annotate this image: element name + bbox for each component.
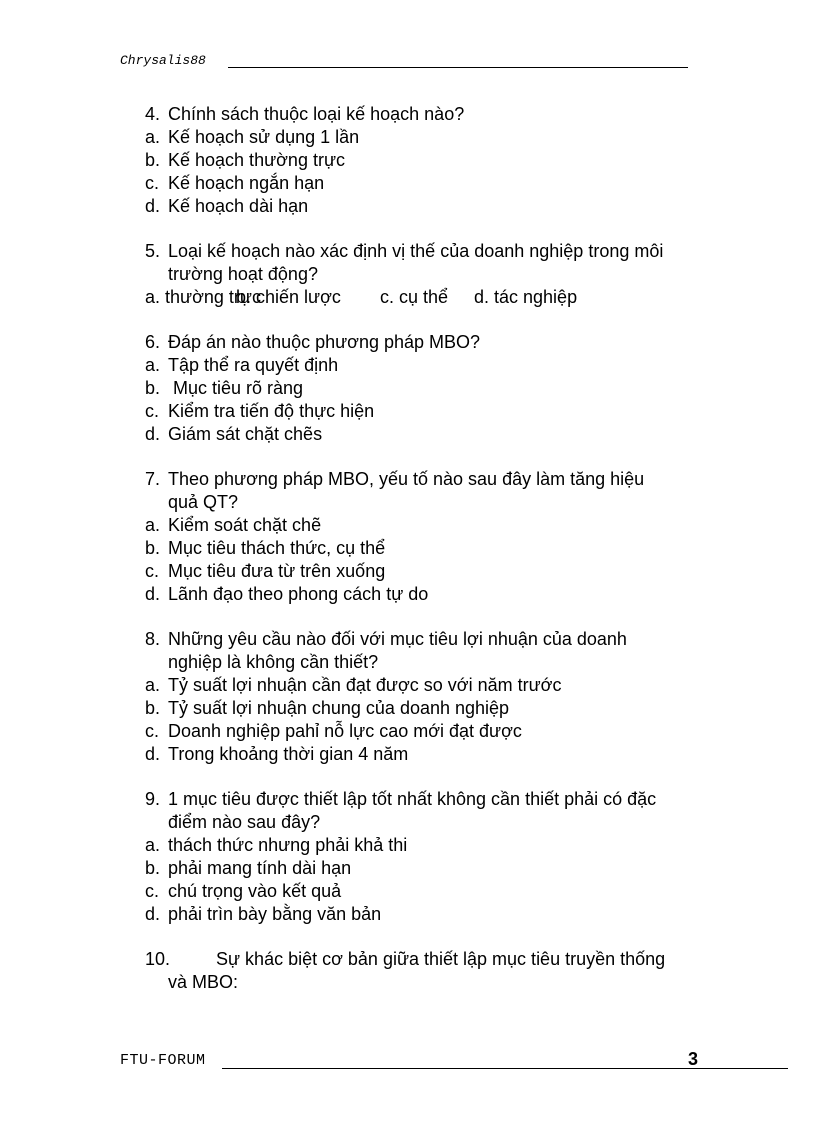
option-letter: a. [145,355,161,375]
option [145,903,705,926]
option-letter: b. [145,858,161,878]
option [145,195,705,218]
option-c: c. cụ thể [380,287,449,307]
question-10 [145,948,705,994]
option-text: Giám sát chặt chẽs [168,424,323,444]
option-text: thách thức nhưng phải khả thi [168,835,408,855]
inline-options [145,286,705,309]
option-text: Kế hoạch ngắn hạn [168,173,325,193]
option-text: Trong khoảng thời gian 4 năm [168,744,409,764]
question-text-line-2: và MBO: [168,972,239,992]
question-9 [145,788,705,926]
option-letter: b. [145,378,161,398]
question-number: 4. [145,104,161,124]
option [145,674,705,697]
question-8 [145,628,705,766]
option-text: Mục tiêu đưa từ trên xuống [168,561,386,581]
option [145,377,705,400]
option-text: phải trìn bày bằng văn bản [168,904,382,924]
header-rule [228,67,688,68]
question-text-line-1: Những yêu cầu nào đối với mục tiêu lợi nhuận của doanh [168,629,627,649]
option-letter: b. [145,150,161,170]
option-letter: c. [145,881,160,901]
option [145,172,705,195]
question-number: 10. [145,949,171,969]
option-letter: a. [145,127,161,147]
option [145,514,705,537]
option [145,126,705,149]
question-4 [145,103,705,218]
question-list [145,103,705,1016]
question-5 [145,240,705,309]
option-letter: b. [145,538,161,558]
option [145,560,705,583]
option [145,537,705,560]
option-text: Lãnh đạo theo phong cách tự do [168,584,429,604]
option-letter: d. [145,584,161,604]
option-letter: c. [145,173,160,193]
option [145,354,705,377]
option-letter: a. [145,515,161,535]
option-letter: d. [145,196,161,216]
option-text: Kế hoạch dài hạn [168,196,309,216]
option-letter: a. [145,835,161,855]
question-text-line-2: quả QT? [168,492,239,512]
option [145,697,705,720]
option-letter: d. [145,744,161,764]
question-number: 5. [145,241,161,261]
question-text-line-1: 1 mục tiêu được thiết lập tốt nhất không cần thiết phải có đặc [168,789,657,809]
page-footer [120,1049,698,1073]
option-a: a. thường trực [145,287,261,307]
option-letter: c. [145,561,160,581]
option-letter: c. [145,721,160,741]
question-text: Đáp án nào thuộc phương pháp MBO? [168,332,481,352]
question-7 [145,468,705,606]
option-letter: d. [145,904,161,924]
question-6 [145,331,705,446]
option-text: Tỷ suất lợi nhuận chung của doanh nghiệp [168,698,510,718]
footer-label: FTU-FORUM [120,1052,206,1069]
option [145,834,705,857]
question-number: 9. [145,789,161,809]
question-text-line-2: điểm nào sau đây? [168,812,321,832]
question-number: 8. [145,629,161,649]
question-number: 7. [145,469,161,489]
option [145,857,705,880]
option-text: Kế hoạch thường trực [168,150,345,170]
option [145,720,705,743]
question-number: 6. [145,332,161,352]
option-letter: c. [145,401,160,421]
footer-rule [222,1068,788,1069]
option-text: Kiểm soát chặt chẽ [168,515,322,535]
question-text-line-1: Sự khác biệt cơ bản giữa thiết lập mục tiêu truyền thống [216,949,666,969]
option [145,583,705,606]
question-text-line-2: trường hoạt động? [168,264,318,284]
option [145,880,705,903]
option-text: Mục tiêu thách thức, cụ thể [168,538,386,558]
option-d: d. tác nghiệp [474,287,578,307]
option-text: chú trọng vào kết quả [168,881,342,901]
option [145,149,705,172]
option-text: Tập thể ra quyết định [168,355,339,375]
question-text-line-2: nghiệp là không cần thiết? [168,652,379,672]
question-text-line-1: Loại kế hoạch nào xác định vị thế của doanh nghiệp trong môi [168,241,664,261]
page-number: 3 [687,1049,698,1069]
option-letter: a. [145,675,161,695]
option-letter: d. [145,424,161,444]
option [145,743,705,766]
option-text: Kiểm tra tiến độ thực hiện [168,401,375,421]
page-header [120,53,688,68]
option-text: Tỷ suất lợi nhuận cần đạt được so với năm trước [168,675,562,695]
option-letter: b. [145,698,161,718]
question-text-line-1: Theo phương pháp MBO, yếu tố nào sau đây làm tăng hiệu [168,469,645,489]
option-text: Kế hoạch sử dụng 1 lần [168,127,360,147]
option-text: phải mang tính dài hạn [168,858,352,878]
question-text: Chính sách thuộc loại kế hoạch nào? [168,104,465,124]
header-text: Chrysalis88 [120,53,206,68]
option [145,400,705,423]
option-text: Doanh nghiệp pahỉ nỗ lực cao mới đạt được [168,721,522,741]
option [145,423,705,446]
option-b: b. chiến lược [236,287,341,307]
option-text: Mục tiêu rõ ràng [168,378,304,398]
